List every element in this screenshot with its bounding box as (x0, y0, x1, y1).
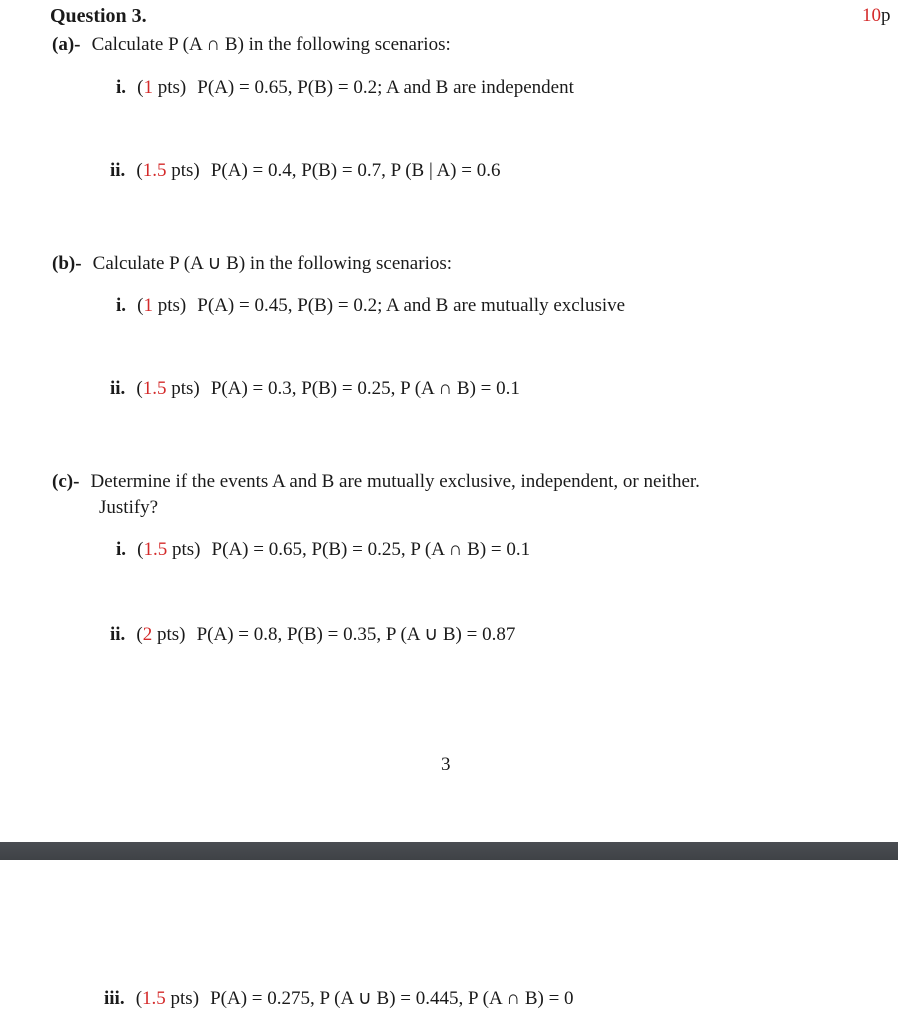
points-value: 2 (142, 624, 153, 645)
item-label: iii. (104, 988, 125, 1009)
part-c-label: (c)- (52, 471, 80, 492)
points-total (862, 5, 891, 27)
part-b-prompt: Calculate P (A ∪ B) in the following scenarios: (92, 253, 453, 274)
part-c-header (52, 471, 700, 493)
item-points: (1.5 pts) (136, 160, 200, 181)
part-b-item-i (116, 295, 625, 317)
item-label: i. (116, 539, 127, 560)
part-c-prompt-line2: Justify? (99, 497, 159, 518)
part-b-item-ii (110, 378, 520, 400)
item-points: (1 pts) (137, 77, 187, 98)
item-expression: P(A) = 0.45, P(B) = 0.2; A and B are mutually exclusive (197, 295, 626, 316)
item-label: i. (116, 295, 127, 316)
part-c-item-ii (110, 623, 515, 646)
item-label: i. (116, 77, 127, 98)
part-b-header (52, 252, 452, 275)
page-separator (0, 842, 898, 860)
points-total-suffix: p (881, 5, 891, 26)
item-label: ii. (110, 378, 126, 399)
question-title: Question 3. (50, 5, 147, 27)
item-points: (1.5 pts) (135, 988, 200, 1009)
item-expression: P(A) = 0.4, P(B) = 0.7, P (B | A) = 0.6 (210, 160, 501, 181)
item-points: (1 pts) (137, 295, 187, 316)
item-points: (1.5 pts) (136, 378, 200, 399)
part-b-label: (b)- (52, 253, 82, 274)
page-number: 3 (441, 754, 451, 775)
points-value: 1.5 (142, 160, 167, 181)
points-value: 1.5 (143, 539, 168, 560)
points-value: 1 (143, 295, 153, 316)
part-a-header (52, 34, 451, 56)
part-c-item-i (116, 539, 530, 561)
item-expression: P(A) = 0.65, P(B) = 0.25, P (A ∩ B) = 0.1 (211, 539, 531, 560)
part-c-item-iii (104, 987, 574, 1010)
item-label: ii. (110, 624, 126, 645)
part-a-prompt: Calculate P (A ∩ B) in the following scenarios: (91, 34, 451, 55)
part-a-item-ii (110, 160, 500, 182)
item-expression: P(A) = 0.275, P (A ∪ B) = 0.445, P (A ∩ B) = 0 (210, 988, 574, 1009)
points-value: 1.5 (142, 988, 166, 1009)
item-expression: P(A) = 0.8, P(B) = 0.35, P (A ∪ B) = 0.87 (196, 624, 516, 645)
item-points: (1.5 pts) (137, 539, 201, 560)
points-value: 1 (143, 77, 153, 98)
part-a-item-i (116, 77, 574, 99)
part-a-label: (a)- (52, 34, 81, 55)
item-points: (2 pts) (136, 624, 186, 645)
part-c-prompt-line1: Determine if the events A and B are mutually exclusive, independent, or neither. (90, 471, 700, 492)
document-page-next (0, 860, 898, 1024)
item-expression: P(A) = 0.3, P(B) = 0.25, P (A ∩ B) = 0.1 (210, 378, 520, 399)
points-value: 1.5 (142, 378, 167, 399)
points-total-number: 10 (862, 5, 881, 26)
item-label: ii. (110, 160, 126, 181)
item-expression: P(A) = 0.65, P(B) = 0.2; A and B are independent (197, 77, 574, 98)
